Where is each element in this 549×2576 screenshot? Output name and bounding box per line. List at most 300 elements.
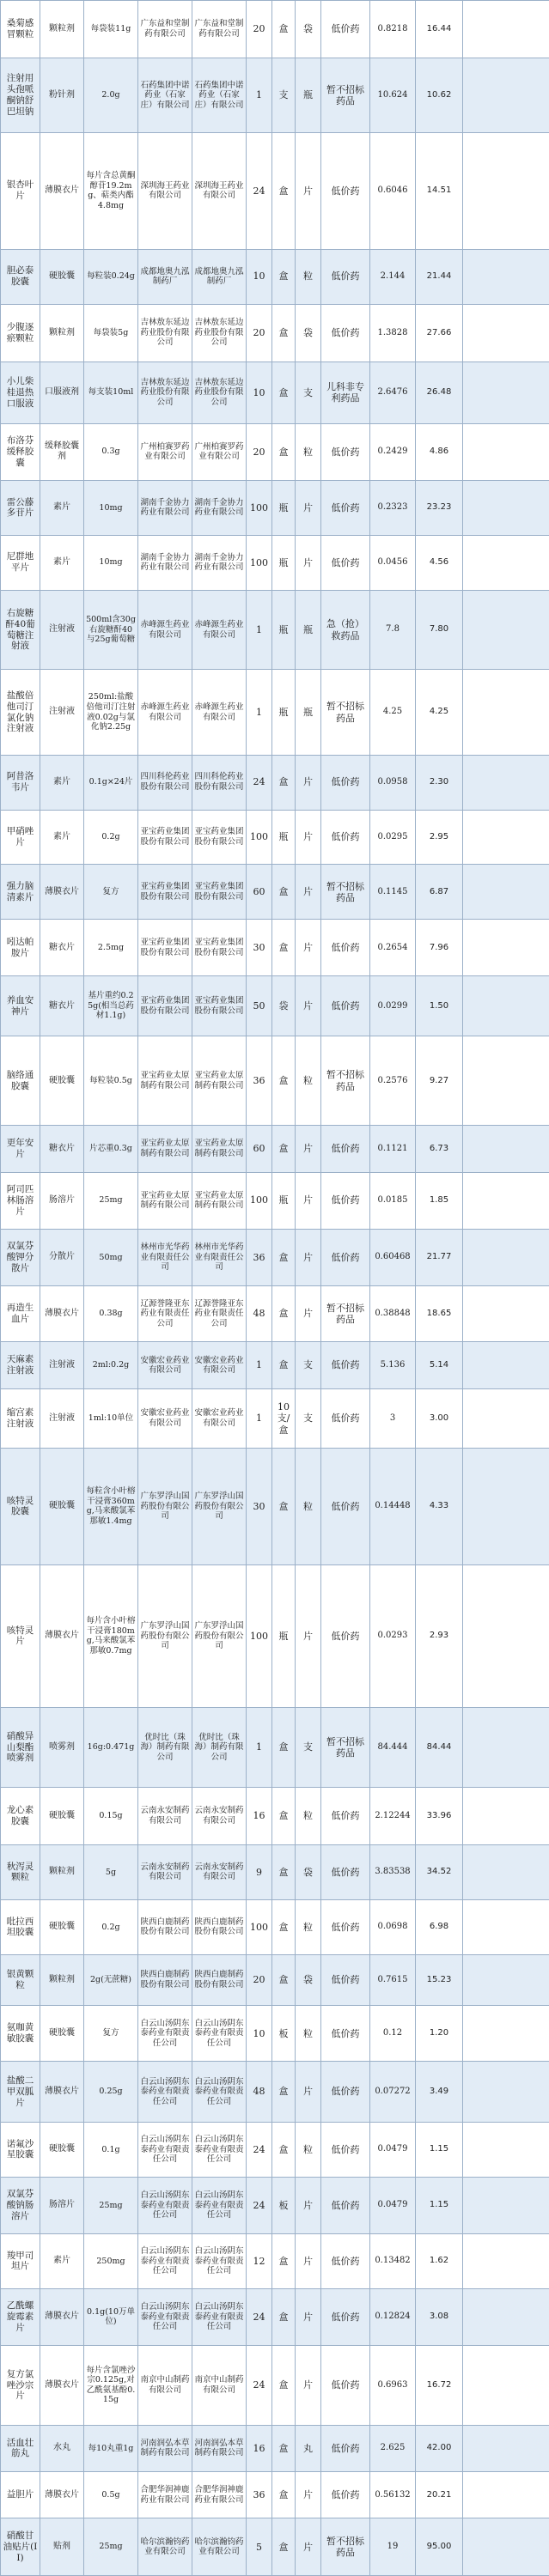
dosage-form-cell: 肠溶片 [40,1172,84,1229]
drug-name-cell: 缩宫素注射液 [1,1388,40,1448]
drug-name-cell: 羧甲司坦片 [1,2233,40,2288]
unit-price-cell: 0.0698 [370,1899,416,1954]
supplier-cell: 赤峰源生药业有限公司 [192,670,247,755]
pack-quantity-cell: 36 [247,1036,272,1126]
manufacturer-cell: 亚宝药业集团股份有限公司 [138,810,192,865]
blank-cell [463,1708,549,1788]
min-unit-cell: 片 [296,2062,321,2122]
dosage-form-cell: 硬胶囊 [40,1036,84,1126]
dosage-form-cell: 薄膜衣片 [40,1564,84,1707]
pack-quantity-cell: 100 [247,810,272,865]
pack-quantity-cell: 36 [247,2472,272,2518]
pack-price-cell: 1.20 [416,2005,463,2062]
min-unit-cell: 粒 [296,423,321,480]
supplier-cell: 云南永安制药有限公司 [192,1844,247,1899]
supplier-cell: 亚宝药业太原制药有限公司 [192,1126,247,1172]
pack-price-cell: 1.85 [416,1172,463,1229]
price-category-cell: 低价药 [321,1844,370,1899]
min-unit-cell: 片 [296,2288,321,2345]
pack-price-cell: 1.15 [416,2177,463,2233]
specification-cell: 250mg [84,2233,138,2288]
pack-quantity-cell: 100 [247,1899,272,1954]
manufacturer-cell: 哈尔滨瀚钧药业有限公司 [138,2518,192,2576]
table-row [1,1126,549,1172]
manufacturer-cell: 林州市光华药业有限责任公司 [138,1229,192,1285]
blank-cell [463,249,549,304]
pack-price-cell: 1.50 [416,975,463,1036]
drug-name-cell: 硝酸异山梨酯喷雾剂 [1,1708,40,1788]
blank-cell [463,361,549,423]
table-row [1,1844,549,1899]
table-row [1,975,549,1036]
pack-unit-cell: 盒 [272,2233,296,2288]
drug-name-cell: 咳特灵胶囊 [1,1448,40,1564]
pack-price-cell: 84.44 [416,1708,463,1788]
unit-price-cell: 0.12 [370,2005,416,2062]
dosage-form-cell: 注射液 [40,1342,84,1388]
price-category-cell: 低价药 [321,1787,370,1844]
min-unit-cell: 粒 [296,1899,321,1954]
pack-quantity-cell: 30 [247,1448,272,1564]
price-category-cell: 暂不招标药品 [321,58,370,133]
price-category-cell: 暂不招标药品 [321,1036,370,1126]
dosage-form-cell: 肠溶片 [40,2177,84,2233]
unit-price-cell: 0.14448 [370,1448,416,1564]
price-category-cell: 低价药 [321,1448,370,1564]
drug-name-cell: 少腹逐瘀颗粒 [1,304,40,361]
specification-cell: 每片含氯唑沙宗0.125g,对乙酰氨基酚0.15g [84,2346,138,2426]
pack-quantity-cell: 60 [247,1126,272,1172]
unit-price-cell: 2.6476 [370,361,416,423]
specification-cell: 2.5mg [84,920,138,976]
unit-price-cell: 0.07272 [370,2062,416,2122]
unit-price-cell: 0.0295 [370,810,416,865]
price-category-cell: 低价药 [321,2425,370,2471]
pack-unit-cell: 袋 [272,975,296,1036]
specification-cell: 0.5g [84,2472,138,2518]
min-unit-cell: 粒 [296,2122,321,2177]
specification-cell: 0.1g×24片 [84,755,138,810]
price-category-cell: 低价药 [321,2233,370,2288]
blank-cell [463,590,549,670]
drug-name-cell: 吡拉西坦胶囊 [1,1899,40,1954]
dosage-form-cell: 薄膜衣片 [40,132,84,249]
pack-unit-cell: 瓶 [272,810,296,865]
table-row [1,920,549,976]
specification-cell: 25mg [84,1172,138,1229]
drug-name-cell: 养血安神片 [1,975,40,1036]
price-category-cell: 低价药 [321,480,370,535]
pack-unit-cell: 瓶 [272,1564,296,1707]
dosage-form-cell: 注射液 [40,670,84,755]
pack-quantity-cell: 20 [247,1,272,58]
drug-name-cell: 脑络通胶囊 [1,1036,40,1126]
pack-quantity-cell: 1 [247,1708,272,1788]
drug-name-cell: 双氯芬酸钠肠溶片 [1,2177,40,2233]
drug-name-cell: 咳特灵片 [1,1564,40,1707]
manufacturer-cell: 四川科伦药业股份有限公司 [138,755,192,810]
supplier-cell: 湖南千金协力药业有限公司 [192,480,247,535]
pack-price-cell: 1.15 [416,2122,463,2177]
table-row [1,249,549,304]
unit-price-cell: 1.3828 [370,304,416,361]
drug-name-cell: 银黄颗粒 [1,1954,40,2005]
unit-price-cell: 0.1121 [370,1126,416,1172]
pack-quantity-cell: 100 [247,1564,272,1707]
supplier-cell: 安徽宏业药业有限公司 [192,1388,247,1448]
supplier-cell: 亚宝药业太原制药有限公司 [192,1172,247,1229]
table-row [1,2472,549,2518]
specification-cell: 10mg [84,480,138,535]
manufacturer-cell: 南京中山制药有限公司 [138,2346,192,2426]
unit-price-cell: 0.60468 [370,1229,416,1285]
pack-unit-cell: 盒 [272,2122,296,2177]
pack-quantity-cell: 100 [247,535,272,590]
dosage-form-cell: 硬胶囊 [40,1448,84,1564]
pack-quantity-cell: 48 [247,2062,272,2122]
supplier-cell: 成都地奥九泓制药厂 [192,249,247,304]
supplier-cell: 亚宝药业太原制药有限公司 [192,1036,247,1126]
table-row [1,1342,549,1388]
dosage-form-cell: 硬胶囊 [40,249,84,304]
table-row [1,361,549,423]
min-unit-cell: 片 [296,1229,321,1285]
table-row [1,2346,549,2426]
blank-cell [463,304,549,361]
price-category-cell: 低价药 [321,1126,370,1172]
dosage-form-cell: 分散片 [40,1229,84,1285]
unit-price-cell: 0.0479 [370,2122,416,2177]
pack-unit-cell: 瓶 [272,670,296,755]
pack-price-cell: 33.96 [416,1787,463,1844]
drug-name-cell: 秋泻灵颗粒 [1,1844,40,1899]
pack-price-cell: 42.00 [416,2425,463,2471]
pack-quantity-cell: 50 [247,975,272,1036]
pack-price-cell: 5.14 [416,1342,463,1388]
blank-cell [463,1285,549,1342]
pack-price-cell: 9.27 [416,1036,463,1126]
unit-price-cell: 0.6046 [370,132,416,249]
min-unit-cell: 瓶 [296,670,321,755]
blank-cell [463,2425,549,2471]
dosage-form-cell: 注射液 [40,1388,84,1448]
pack-unit-cell: 盒 [272,361,296,423]
min-unit-cell: 片 [296,810,321,865]
dosage-form-cell: 硬胶囊 [40,2122,84,2177]
specification-cell: 0.15g [84,1787,138,1844]
price-category-cell: 暂不招标药品 [321,1285,370,1342]
price-category-cell: 低价药 [321,810,370,865]
min-unit-cell: 片 [296,132,321,249]
table-row [1,2233,549,2288]
table-row [1,304,549,361]
pack-quantity-cell: 30 [247,920,272,976]
manufacturer-cell: 成都地奥九泓制药厂 [138,249,192,304]
manufacturer-cell: 河南润弘本草制药有限公司 [138,2425,192,2471]
pack-unit-cell: 板 [272,2177,296,2233]
manufacturer-cell: 亚宝药业集团股份有限公司 [138,920,192,976]
unit-price-cell: 0.7615 [370,1954,416,2005]
pack-quantity-cell: 16 [247,1787,272,1844]
min-unit-cell: 片 [296,535,321,590]
min-unit-cell: 片 [296,2233,321,2288]
min-unit-cell: 袋 [296,1844,321,1899]
dosage-form-cell: 糖衣片 [40,1126,84,1172]
pack-unit-cell: 支 [272,58,296,133]
pack-unit-cell: 盒 [272,1342,296,1388]
manufacturer-cell: 亚宝药业太原制药有限公司 [138,1036,192,1126]
pack-unit-cell: 盒 [272,1954,296,2005]
drug-name-cell: 注射用头孢哌酮钠舒巴坦钠 [1,58,40,133]
specification-cell: 2ml:0.2g [84,1342,138,1388]
pack-unit-cell: 盒 [272,423,296,480]
pack-unit-cell: 盒 [272,1036,296,1126]
table-row [1,2177,549,2233]
pack-price-cell: 34.52 [416,1844,463,1899]
pack-quantity-cell: 10 [247,2005,272,2062]
table-row [1,58,549,133]
min-unit-cell: 袋 [296,1954,321,2005]
price-category-cell: 低价药 [321,2177,370,2233]
manufacturer-cell: 云南永安制药有限公司 [138,1844,192,1899]
table-row [1,1787,549,1844]
pack-unit-cell: 盒 [272,304,296,361]
specification-cell: 0.2g [84,810,138,865]
supplier-cell: 辽源誉隆亚东药业有限责任公司 [192,1285,247,1342]
supplier-cell: 广州柏赛罗药业有限公司 [192,423,247,480]
min-unit-cell: 片 [296,2518,321,2576]
pack-quantity-cell: 10 [247,361,272,423]
dosage-form-cell: 硬胶囊 [40,1899,84,1954]
pack-quantity-cell: 100 [247,480,272,535]
blank-cell [463,755,549,810]
manufacturer-cell: 辽源誉隆亚东药业有限责任公司 [138,1285,192,1342]
pack-quantity-cell: 16 [247,2425,272,2471]
supplier-cell: 陕西白鹿制药股份有限公司 [192,1899,247,1954]
specification-cell: 25mg [84,2177,138,2233]
pack-unit-cell: 瓶 [272,590,296,670]
drug-name-cell: 吲达帕胺片 [1,920,40,976]
price-category-cell: 低价药 [321,755,370,810]
dosage-form-cell: 素片 [40,2233,84,2288]
pack-unit-cell: 盒 [272,1,296,58]
pack-quantity-cell: 20 [247,423,272,480]
specification-cell: 10mg [84,535,138,590]
price-category-cell: 暂不招标药品 [321,670,370,755]
unit-price-cell: 0.2429 [370,423,416,480]
unit-price-cell: 10.624 [370,58,416,133]
supplier-cell: 广东益和堂制药有限公司 [192,1,247,58]
pack-price-cell: 23.23 [416,480,463,535]
price-category-cell: 低价药 [321,2062,370,2122]
table-row [1,2288,549,2345]
dosage-form-cell: 薄膜衣片 [40,2288,84,2345]
pack-price-cell: 4.33 [416,1448,463,1564]
min-unit-cell: 袋 [296,304,321,361]
pack-price-cell: 4.25 [416,670,463,755]
drug-name-cell: 活血壮筋丸 [1,2425,40,2471]
price-category-cell: 低价药 [321,2472,370,2518]
specification-cell: 16g:0.471g [84,1708,138,1788]
specification-cell: 5g [84,1844,138,1899]
blank-cell [463,1899,549,1954]
min-unit-cell: 片 [296,1285,321,1342]
specification-cell: 每粒装0.24g [84,249,138,304]
supplier-cell: 吉林敖东延边药业股份有限公司 [192,361,247,423]
min-unit-cell: 片 [296,920,321,976]
drug-name-cell: 乙酰螺旋霉素片 [1,2288,40,2345]
manufacturer-cell: 白云山汤阴东泰药业有限责任公司 [138,2122,192,2177]
pack-quantity-cell: 1 [247,1342,272,1388]
drug-name-cell: 雷公藤多苷片 [1,480,40,535]
blank-cell [463,480,549,535]
blank-cell [463,1229,549,1285]
pack-price-cell: 10.62 [416,58,463,133]
pack-quantity-cell: 1 [247,670,272,755]
dosage-form-cell: 薄膜衣片 [40,1285,84,1342]
min-unit-cell: 丸 [296,2425,321,2471]
dosage-form-cell: 糖衣片 [40,975,84,1036]
pack-unit-cell: 瓶 [272,1172,296,1229]
dosage-form-cell: 薄膜衣片 [40,2346,84,2426]
manufacturer-cell: 广东益和堂制药有限公司 [138,1,192,58]
blank-cell [463,1388,549,1448]
price-category-cell: 低价药 [321,1342,370,1388]
drug-name-cell: 再造生血片 [1,1285,40,1342]
pack-quantity-cell: 5 [247,2518,272,2576]
blank-cell [463,58,549,133]
drug-name-cell: 阿司匹林肠溶片 [1,1172,40,1229]
table-row [1,1708,549,1788]
pack-quantity-cell: 1 [247,590,272,670]
drug-name-cell: 天麻素注射液 [1,1342,40,1388]
price-category-cell: 低价药 [321,1172,370,1229]
pack-price-cell: 20.21 [416,2472,463,2518]
pack-unit-cell: 盒 [272,2346,296,2426]
supplier-cell: 白云山汤阴东泰药业有限责任公司 [192,2005,247,2062]
price-category-cell: 急（抢）救药品 [321,590,370,670]
pack-unit-cell: 盒 [272,920,296,976]
pack-price-cell: 18.65 [416,1285,463,1342]
blank-cell [463,535,549,590]
unit-price-cell: 7.8 [370,590,416,670]
supplier-cell: 白云山汤阴东泰药业有限责任公司 [192,2233,247,2288]
unit-price-cell: 5.136 [370,1342,416,1388]
min-unit-cell: 粒 [296,2005,321,2062]
blank-cell [463,2346,549,2426]
dosage-form-cell: 贴剂 [40,2518,84,2576]
pack-quantity-cell: 24 [247,132,272,249]
pack-price-cell: 6.87 [416,865,463,920]
dosage-form-cell: 素片 [40,810,84,865]
unit-price-cell: 0.1145 [370,865,416,920]
price-category-cell: 低价药 [321,1899,370,1954]
dosage-form-cell: 硬胶囊 [40,1787,84,1844]
dosage-form-cell: 注射液 [40,590,84,670]
blank-cell [463,1,549,58]
manufacturer-cell: 亚宝药业集团股份有限公司 [138,865,192,920]
min-unit-cell: 支 [296,361,321,423]
supplier-cell: 亚宝药业集团股份有限公司 [192,975,247,1036]
pack-price-cell: 26.48 [416,361,463,423]
blank-cell [463,2005,549,2062]
price-category-cell: 低价药 [321,249,370,304]
pack-unit-cell: 瓶 [272,480,296,535]
manufacturer-cell: 赤峰源生药业有限公司 [138,670,192,755]
specification-cell: 50mg [84,1229,138,1285]
pack-quantity-cell: 20 [247,1954,272,2005]
unit-price-cell: 0.2323 [370,480,416,535]
min-unit-cell: 片 [296,480,321,535]
pack-price-cell: 2.95 [416,810,463,865]
dosage-form-cell: 硬胶囊 [40,2005,84,2062]
pack-unit-cell: 盒 [272,1844,296,1899]
specification-cell: 每支装10ml [84,361,138,423]
blank-cell [463,2472,549,2518]
supplier-cell: 吉林敖东延边药业股份有限公司 [192,304,247,361]
price-category-cell: 低价药 [321,1,370,58]
pack-price-cell: 3.00 [416,1388,463,1448]
supplier-cell: 白云山汤阴东泰药业有限责任公司 [192,2122,247,2177]
pack-quantity-cell: 9 [247,1844,272,1899]
unit-price-cell: 0.12824 [370,2288,416,2345]
supplier-cell: 白云山汤阴东泰药业有限责任公司 [192,2288,247,2345]
manufacturer-cell: 深圳海王药业有限公司 [138,132,192,249]
unit-price-cell: 0.0479 [370,2177,416,2233]
min-unit-cell: 瓶 [296,590,321,670]
blank-cell [463,1564,549,1707]
supplier-cell: 优时比（珠海）制药有限公司 [192,1708,247,1788]
supplier-cell: 云南永安制药有限公司 [192,1787,247,1844]
min-unit-cell: 瓶 [296,58,321,133]
specification-cell: 每袋装5g [84,304,138,361]
blank-cell [463,2177,549,2233]
price-category-cell: 低价药 [321,423,370,480]
specification-cell: 每片含小叶榕干浸膏180mg,马来酸氯苯那敏0.7mg [84,1564,138,1707]
manufacturer-cell: 白云山汤阴东泰药业有限责任公司 [138,2062,192,2122]
min-unit-cell: 片 [296,975,321,1036]
pack-unit-cell: 盒 [272,2062,296,2122]
min-unit-cell: 粒 [296,1787,321,1844]
supplier-cell: 安徽宏业药业有限公司 [192,1342,247,1388]
drug-name-cell: 双氯芬酸钾分散片 [1,1229,40,1285]
pack-price-cell: 15.23 [416,1954,463,2005]
pack-price-cell: 4.86 [416,423,463,480]
dosage-form-cell: 素片 [40,755,84,810]
table-row [1,1285,549,1342]
min-unit-cell: 片 [296,1564,321,1707]
dosage-form-cell: 水丸 [40,2425,84,2471]
blank-cell [463,920,549,976]
blank-cell [463,2518,549,2576]
unit-price-cell: 0.0958 [370,755,416,810]
table-row [1,810,549,865]
table-row [1,1229,549,1285]
blank-cell [463,670,549,755]
price-category-cell: 低价药 [321,1954,370,2005]
pack-unit-cell: 盒 [272,755,296,810]
manufacturer-cell: 广州柏赛罗药业有限公司 [138,423,192,480]
price-category-cell: 低价药 [321,975,370,1036]
pack-quantity-cell: 24 [247,2177,272,2233]
drug-name-cell: 布洛芬缓释胶囊 [1,423,40,480]
pack-price-cell: 2.93 [416,1564,463,1707]
drug-name-cell: 硝酸甘油贴片(II) [1,2518,40,2576]
drug-name-cell: 盐酸倍他司汀氯化钠注射液 [1,670,40,755]
dosage-form-cell: 薄膜衣片 [40,2062,84,2122]
specification-cell: 每粒装0.5g [84,1036,138,1126]
specification-cell: 0.3g [84,423,138,480]
